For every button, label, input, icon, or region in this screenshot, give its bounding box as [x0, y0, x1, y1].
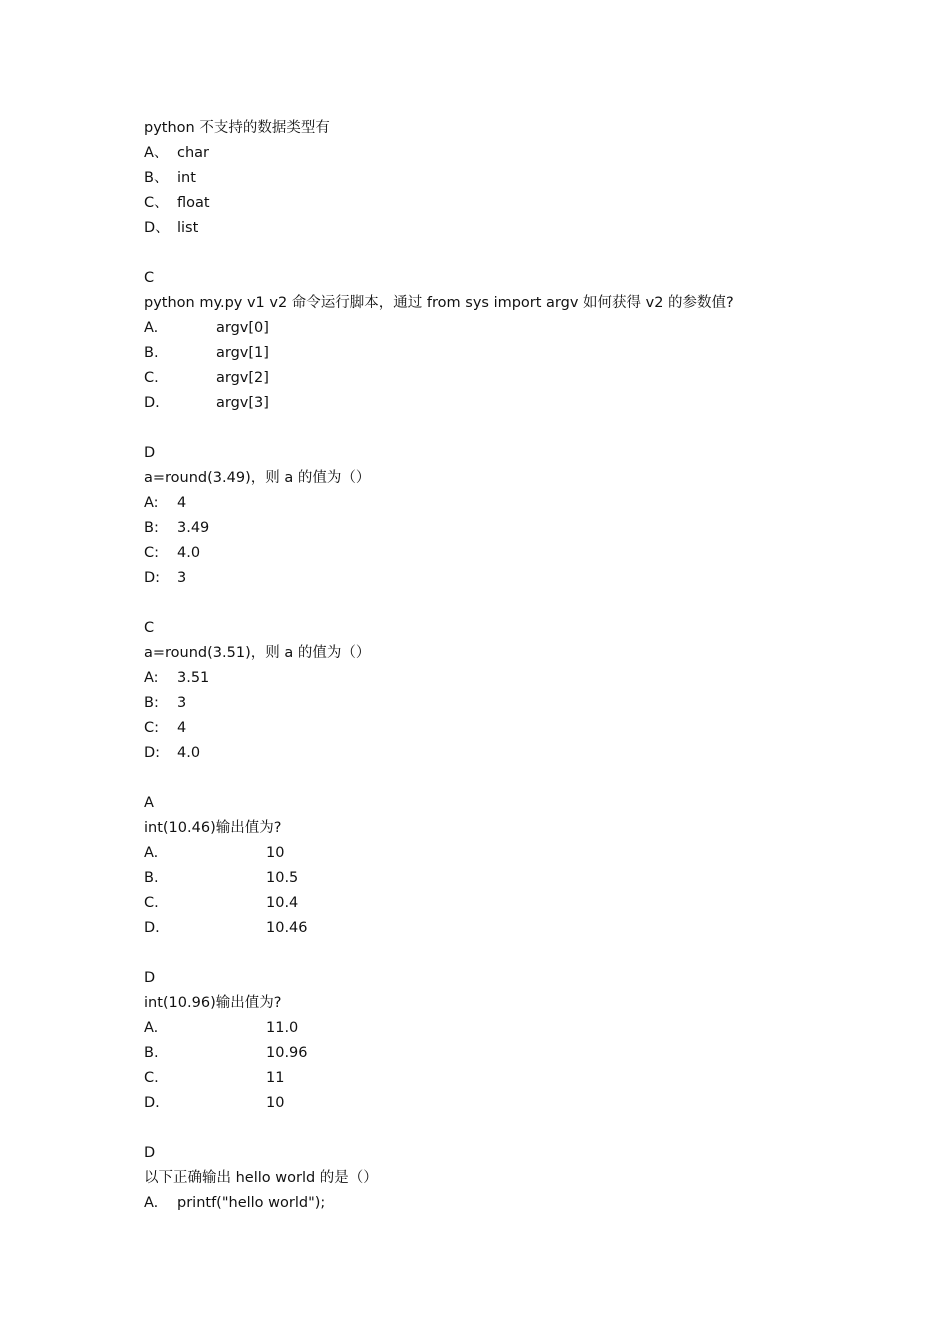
option-text: argv[0]: [216, 320, 269, 336]
spacer: [144, 591, 904, 616]
option-text: 3.51: [177, 670, 210, 686]
option-label: C.: [144, 1070, 159, 1086]
question-2-option-b: [144, 341, 904, 366]
option-label: B:: [144, 520, 159, 536]
question-6-answer: D: [144, 1145, 156, 1161]
question-5-text: int(10.46)输出值为?: [144, 820, 282, 836]
question-6-text: int(10.96)输出值为?: [144, 995, 282, 1011]
option-text: 10.96: [266, 1045, 308, 1061]
option-text: 3: [177, 570, 187, 586]
option-text: argv[3]: [216, 395, 269, 411]
question-4-answer: A: [144, 795, 154, 811]
question-2-answer: D: [144, 445, 156, 461]
question-4-text: a=round(3.51)，则 a 的值为（）: [144, 645, 371, 661]
question-2-option-a: [144, 316, 904, 341]
question-4-option-d: [144, 741, 904, 766]
option-text: argv[1]: [216, 345, 269, 361]
option-text: 4.0: [177, 745, 201, 761]
spacer: [144, 1116, 904, 1141]
question-6-option-b: [144, 1041, 904, 1066]
option-text: 3: [177, 695, 187, 711]
option-text: 4: [177, 495, 187, 511]
question-6-option-d: [144, 1091, 904, 1116]
question-7-text: 以下正确输出 hello world 的是（）: [144, 1170, 378, 1186]
option-label: D、: [144, 220, 170, 236]
question-1-option-d: [144, 216, 904, 241]
option-label: B、: [144, 170, 169, 186]
question-4-option-c: [144, 716, 904, 741]
question-2-option-d: [144, 391, 904, 416]
option-label: A、: [144, 145, 169, 161]
question-5-option-a: [144, 841, 904, 866]
question-3-option-b: [144, 516, 904, 541]
option-text: 4.0: [177, 545, 201, 561]
option-text: 3.49: [177, 520, 210, 536]
question-1-text: python 不支持的数据类型有: [144, 120, 330, 136]
option-label: C:: [144, 720, 160, 736]
option-text: 10: [266, 845, 285, 861]
question-5-option-b: [144, 866, 904, 891]
question-1-answer: C: [144, 270, 155, 286]
option-text: 10.46: [266, 920, 308, 936]
question-3-option-d: [144, 566, 904, 591]
option-text: 10.4: [266, 895, 299, 911]
option-label: C.: [144, 895, 159, 911]
question-3-option-a: [144, 491, 904, 516]
option-label: A:: [144, 670, 159, 686]
option-label: D:: [144, 570, 161, 586]
question-1-option-c: [144, 191, 904, 216]
question-6-option-a: [144, 1016, 904, 1041]
option-label: B:: [144, 695, 159, 711]
question-1-option-b: [144, 166, 904, 191]
option-text: 11.0: [266, 1020, 299, 1036]
spacer: [144, 766, 904, 791]
spacer: [144, 416, 904, 441]
question-6-option-c: [144, 1066, 904, 1091]
option-label: A.: [144, 845, 159, 861]
question-1-option-a: [144, 141, 904, 166]
option-label: A.: [144, 1020, 159, 1036]
option-text: int: [177, 170, 196, 186]
option-label: C:: [144, 545, 160, 561]
question-5-answer: D: [144, 970, 156, 986]
option-text: float: [177, 195, 210, 211]
question-3-answer: C: [144, 620, 155, 636]
option-label: B.: [144, 345, 159, 361]
question-2-option-c: [144, 366, 904, 391]
question-4-option-a: [144, 666, 904, 691]
option-text: 10: [266, 1095, 285, 1111]
option-label: D:: [144, 745, 161, 761]
option-label: B.: [144, 870, 159, 886]
question-7-option-a: [144, 1191, 904, 1216]
option-label: A.: [144, 320, 159, 336]
question-5-option-c: [144, 891, 904, 916]
document-page: [144, 116, 904, 1216]
option-text: argv[2]: [216, 370, 269, 386]
question-2-text: python my.py v1 v2 命令运行脚本，通过 from sys import argv 如何获得 v2 的参数值?: [144, 295, 734, 311]
option-label: B.: [144, 1045, 159, 1061]
question-3-option-c: [144, 541, 904, 566]
option-label: D.: [144, 920, 160, 936]
option-text: char: [177, 145, 210, 161]
question-5-option-d: [144, 916, 904, 941]
option-label: C.: [144, 370, 159, 386]
option-text: 4: [177, 720, 187, 736]
option-label: D.: [144, 395, 160, 411]
option-text: 10.5: [266, 870, 299, 886]
option-text: printf("hello world");: [177, 1195, 326, 1211]
spacer: [144, 941, 904, 966]
option-label: D.: [144, 1095, 160, 1111]
question-3-text: a=round(3.49)，则 a 的值为（）: [144, 470, 371, 486]
option-label: A.: [144, 1195, 159, 1211]
option-label: C、: [144, 195, 169, 211]
option-label: A:: [144, 495, 159, 511]
question-4-option-b: [144, 691, 904, 716]
option-text: 11: [266, 1070, 285, 1086]
option-text: list: [177, 220, 199, 236]
spacer: [144, 241, 904, 266]
